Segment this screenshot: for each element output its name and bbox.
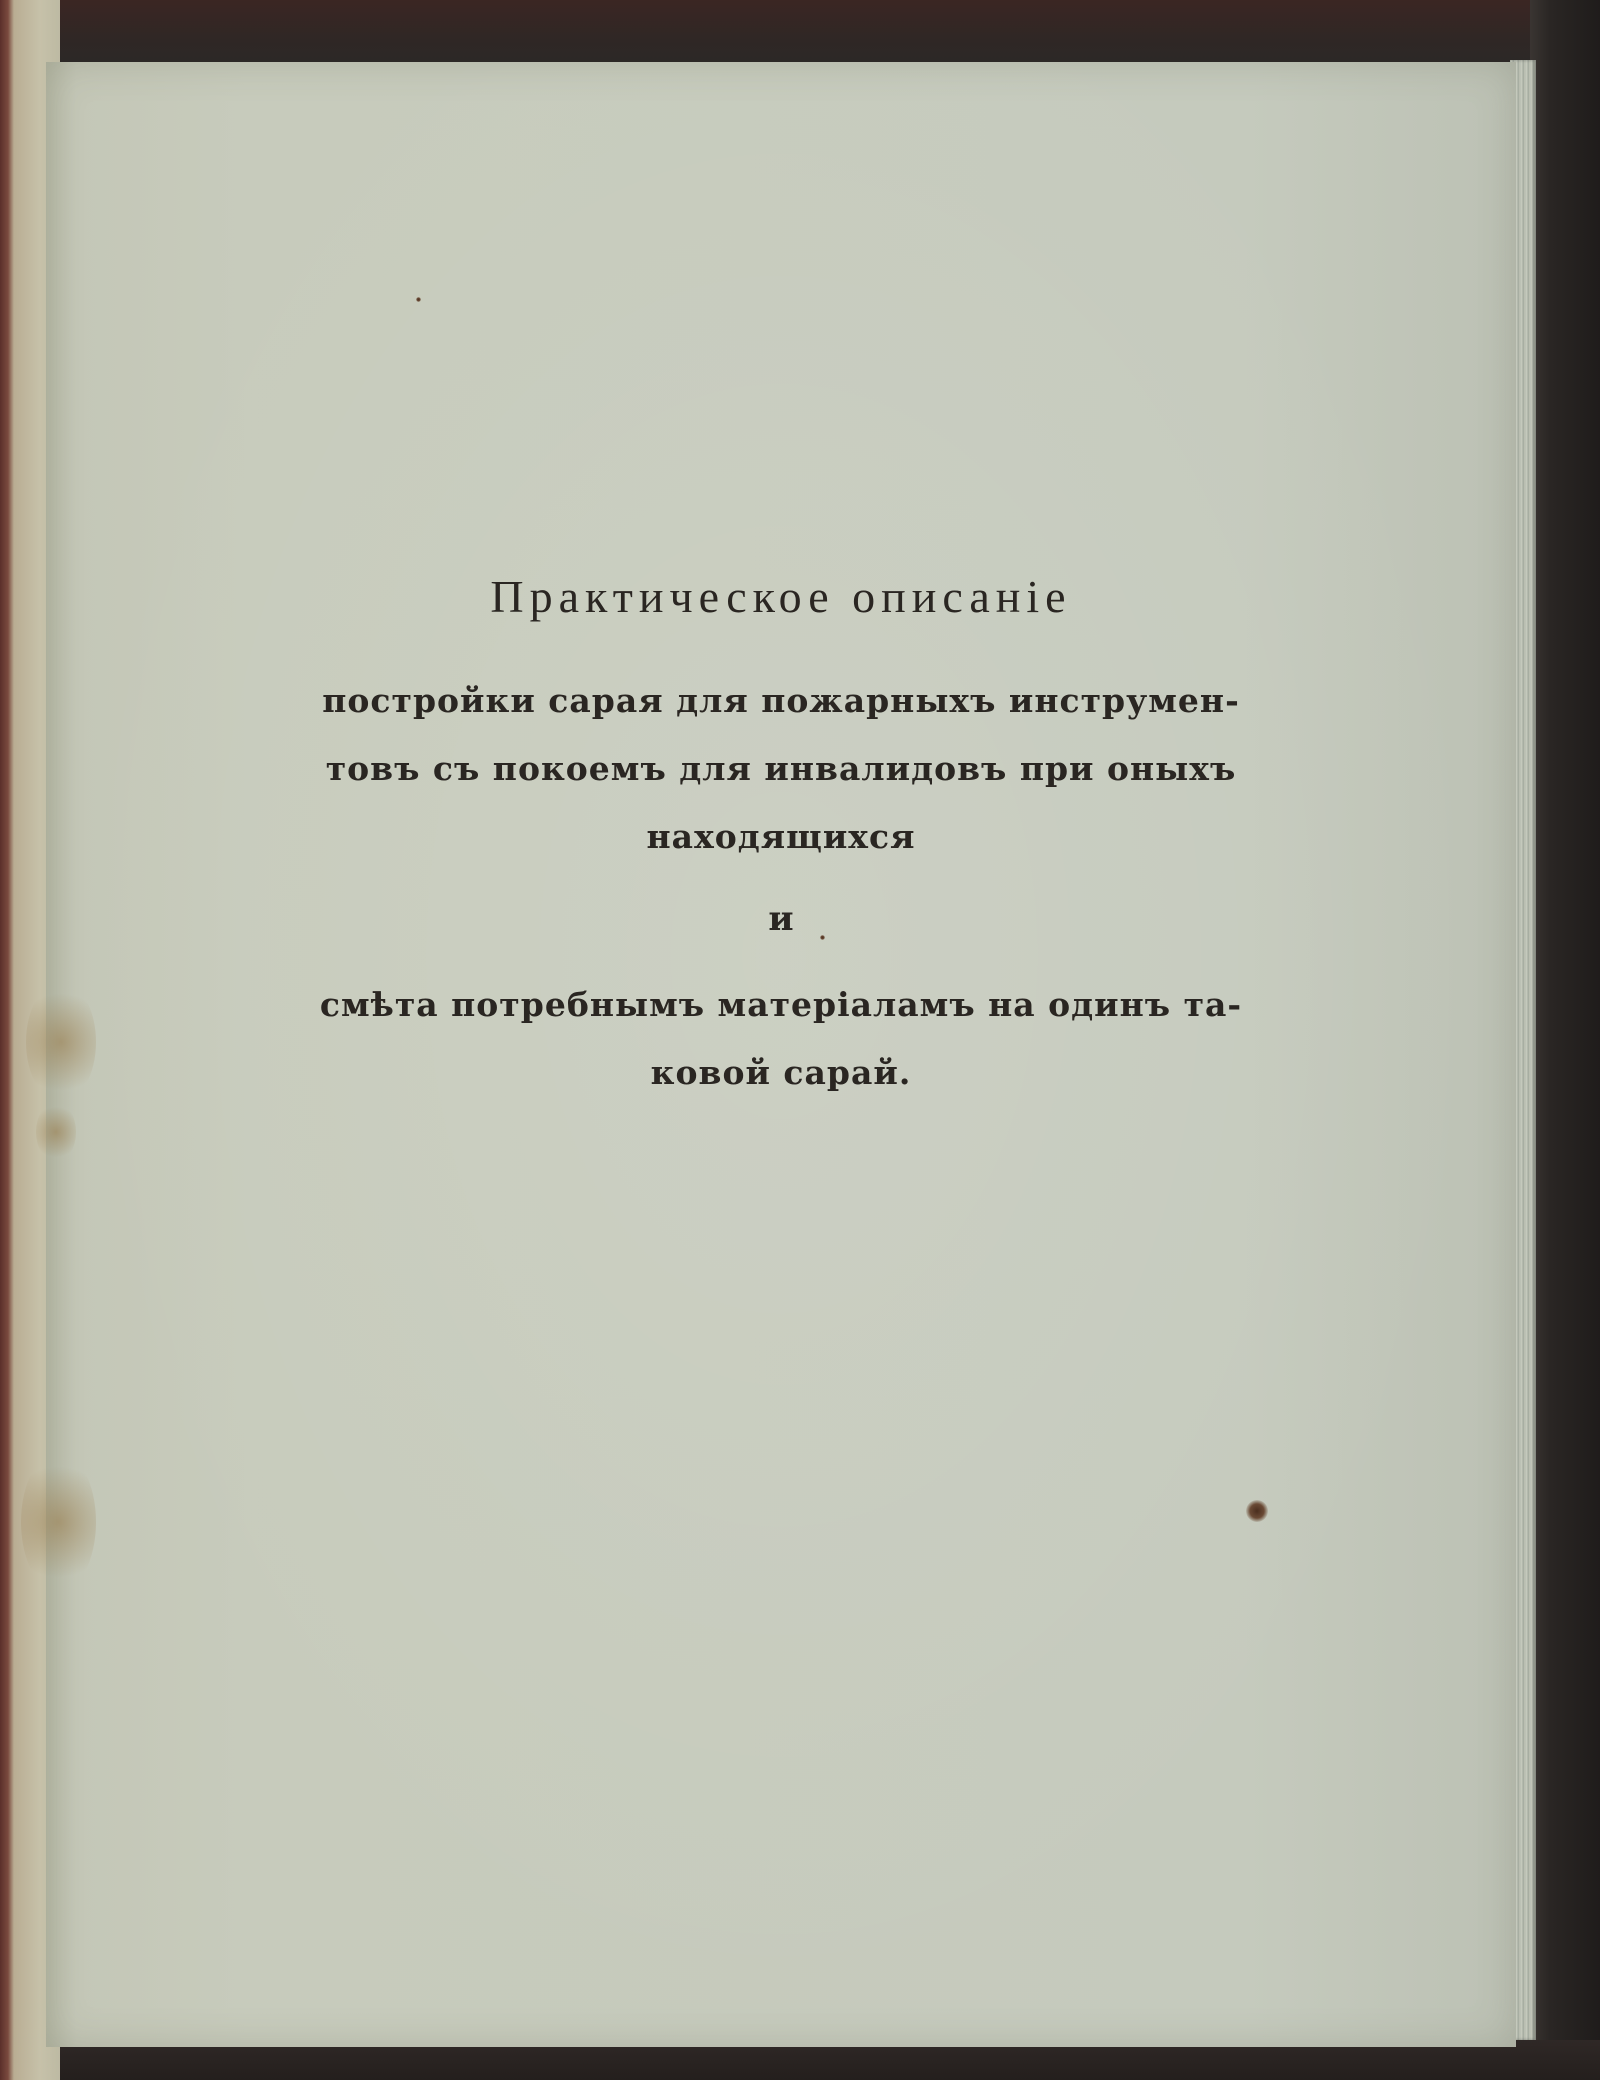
conjunction: и [768, 899, 794, 939]
title-page-text [196, 567, 1366, 1107]
subtitle-line: находящихся [646, 817, 916, 856]
foxing-stain [26, 982, 96, 1102]
subtitle-line: ковой сарай. [650, 1053, 912, 1092]
subtitle-line: смѣта потребнымъ матеріаламъ на одинъ та- [319, 985, 1243, 1024]
subtitle-line: товъ съ покоемъ для инвалидовъ при оныхъ [325, 749, 1237, 788]
ink-spot [416, 297, 421, 302]
subtitle-block [256, 667, 1306, 871]
book-page [46, 62, 1516, 2047]
book-cover-right [1530, 0, 1600, 2080]
second-subtitle-block [256, 971, 1306, 1107]
book-cover-top [0, 0, 1600, 62]
foxing-stain [21, 1452, 96, 1592]
foxing-stain [36, 1102, 76, 1162]
subtitle-line: постройки сарая для пожарныхъ инструмен- [322, 681, 1240, 720]
page-title: Практическое описаніе [490, 571, 1072, 622]
ink-spot [1246, 1500, 1268, 1522]
